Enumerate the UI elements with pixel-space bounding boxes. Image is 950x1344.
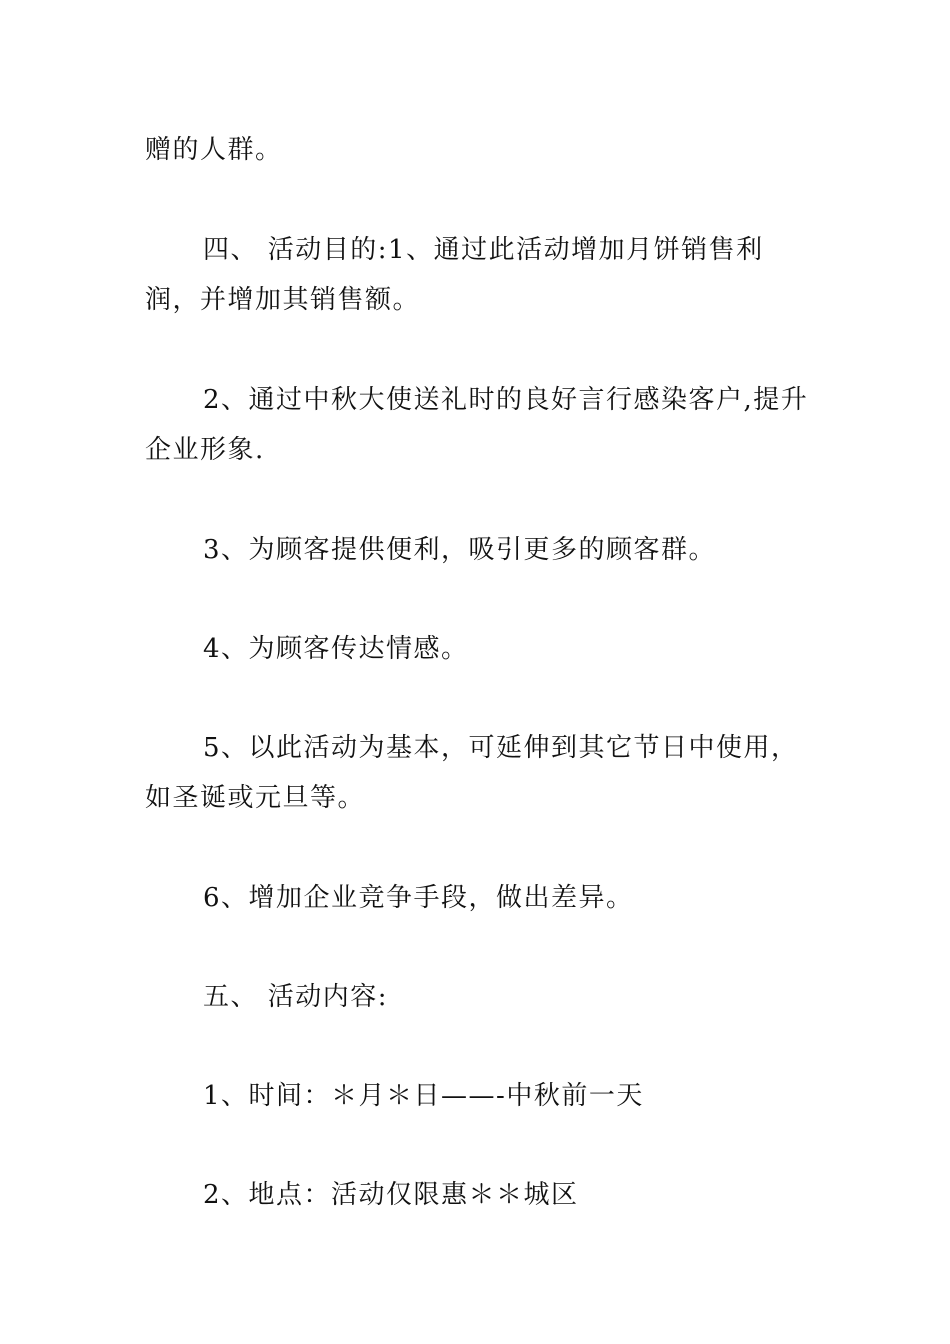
- paragraph-goal-3: 3、为顾客提供便利，吸引更多的顾客群。: [203, 535, 717, 565]
- paragraph-goal-6: 6、增加企业竞争手段，做出差异。: [203, 883, 634, 913]
- paragraph-goal-2: 2、通过中秋大使送礼时的良好言行感染客户,提升企业形象.: [145, 385, 809, 465]
- paragraph-goal-5: 5、以此活动为基本，可延伸到其它节日中使用，如圣诞或元旦等。: [145, 733, 799, 813]
- paragraph-location: 2、地点：活动仅限惠＊＊城区: [203, 1180, 579, 1210]
- paragraph-goal-4: 4、为顾客传达情感。: [203, 634, 469, 664]
- paragraph-time: 1、时间：＊月＊日——-中秋前一天: [203, 1081, 644, 1111]
- paragraph-section-five-heading: 五、 活动内容:: [203, 982, 389, 1012]
- paragraph-continuation: 赠的人群。: [145, 135, 283, 165]
- paragraph-section-four-goals: 四、 活动目的:1、通过此活动增加月饼销售利润，并增加其销售额。: [145, 235, 764, 315]
